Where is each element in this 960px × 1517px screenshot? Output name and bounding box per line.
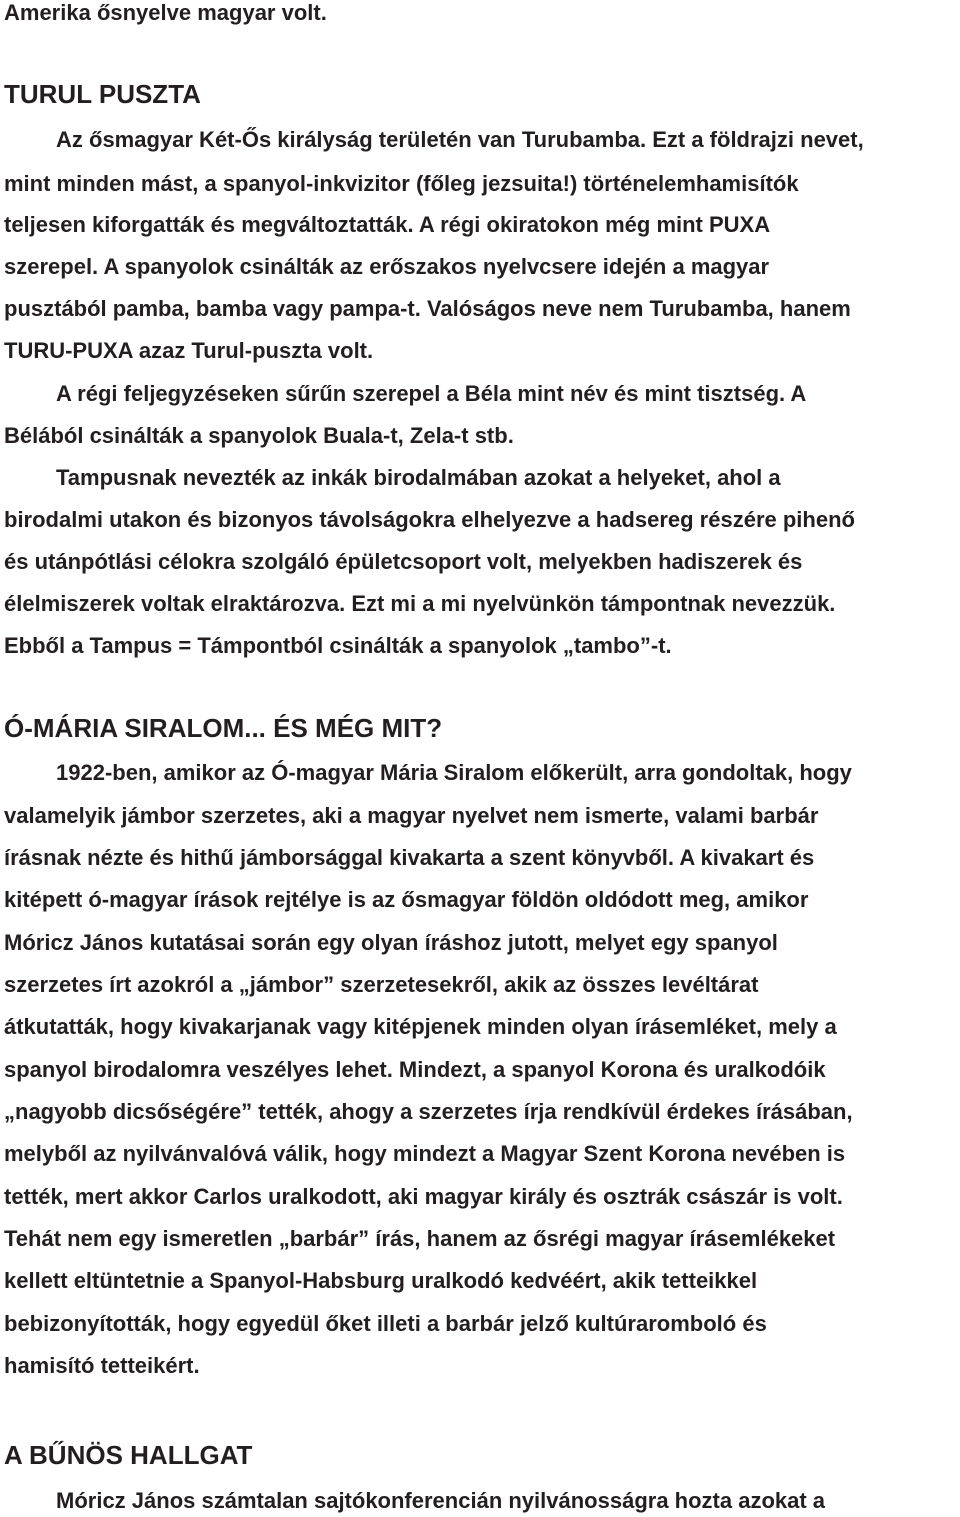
text-line: átkutatták, hogy kivakarjanak vagy kitépjenek minden olyan írásemléket, mely a	[4, 1014, 837, 1039]
text-line: Tampusnak nevezték az inkák birodalmában azokat a helyeket, ahol a	[56, 465, 781, 490]
text-line: Tehát nem egy ismeretlen „barbár” írás, hanem az ősrégi magyar írásemlékeket	[4, 1226, 836, 1251]
text-line: pusztából pamba, bamba vagy pampa-t. Valóságos neve nem Turubamba, hanem	[4, 296, 851, 321]
text-line: Az ősmagyar Két-Ős királyság területén van Turubamba. Ezt a földrajzi nevet,	[56, 127, 864, 152]
text-line: A régi feljegyzéseken sűrűn szerepel a Béla mint név és mint tisztség. A	[56, 381, 807, 406]
text-line: Bélából csinálták a spanyolok Buala-t, Zela-t stb.	[4, 423, 514, 448]
text-line: kitépett ó-magyar írások rejtélye is az ősmagyar földön oldódott meg, amikor	[4, 887, 809, 912]
section-heading-a-bunos-hallgat: A BŰNÖS HALLGAT	[4, 1440, 253, 1470]
text-line: bebizonyították, hogy egyedül őket illeti a barbár jelző kultúraromboló és	[4, 1311, 767, 1336]
text-line: valamelyik jámbor szerzetes, aki a magyar nyelvet nem ismerte, valami barbár	[4, 803, 819, 828]
text-line: élelmiszerek voltak elraktározva. Ezt mi a mi nyelvünkön támpontnak nevezzük.	[4, 591, 836, 616]
text-line: birodalmi utakon és bizonyos távolságokra elhelyezve a hadsereg részére pihenő	[4, 507, 855, 532]
text-line: TURU-PUXA azaz Turul-puszta volt.	[4, 338, 374, 363]
section-heading-turul-puszta: TURUL PUSZTA	[4, 79, 201, 109]
text-line: teljesen kiforgatták és megváltoztatták. A régi okiratokon még mint PUXA	[4, 212, 771, 237]
text-line: „nagyobb dicsőségére” tették, ahogy a szerzetes írja rendkívül érdekes írásában,	[4, 1099, 853, 1124]
text-line: melyből az nyilvánvalóvá válik, hogy mindezt a Magyar Szent Korona nevében is	[4, 1141, 846, 1166]
text-line: 1922-ben, amikor az Ó-magyar Mária Siralom előkerült, arra gondoltak, hogy	[56, 760, 852, 785]
text-line: és utánpótlási célokra szolgáló épületcsoport volt, melyekben hadiszerek és	[4, 549, 803, 574]
text-line: szerepel. A spanyolok csinálták az erőszakos nyelvcsere idején a magyar	[4, 254, 770, 279]
text-line: Móricz János kutatásai során egy olyan íráshoz jutott, melyet egy spanyol	[4, 930, 778, 955]
text-line: tették, mert akkor Carlos uralkodott, aki magyar király és osztrák császár is volt.	[4, 1184, 843, 1209]
section-heading-o-maria-siralom: Ó-MÁRIA SIRALOM... ÉS MÉG MIT?	[4, 713, 443, 743]
text-line: mint minden mást, a spanyol-inkvizitor (főleg jezsuita!) történelemhamisítók	[4, 171, 799, 196]
text-line: Móricz János számtalan sajtókonferencián nyilvánosságra hozta azokat a	[56, 1488, 826, 1513]
intro-closing-line: Amerika ősnyelve magyar volt.	[4, 0, 327, 25]
text-line: hamisító tetteikért.	[4, 1353, 200, 1378]
text-line: kellett eltüntetnie a Spanyol-Habsburg uralkodó kedvéért, akik tetteikkel	[4, 1268, 758, 1293]
text-line: szerzetes írt azokról a „jámbor” szerzetesekről, akik az összes levéltárat	[4, 972, 759, 997]
text-line: spanyol birodalomra veszélyes lehet. Mindezt, a spanyol Korona és uralkodóik	[4, 1057, 826, 1082]
text-line: írásnak nézte és hithű jámborsággal kivakarta a szent könyvből. A kivakart és	[4, 845, 815, 870]
text-line: Ebből a Tampus = Támpontból csinálták a spanyolok „tambo”-t.	[4, 633, 672, 658]
